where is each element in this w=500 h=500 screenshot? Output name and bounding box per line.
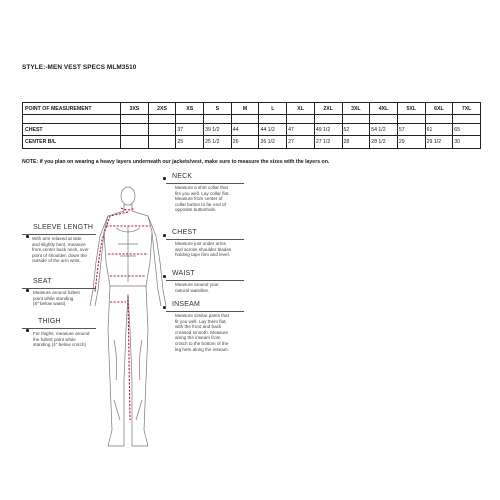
column-header-size: XS bbox=[176, 103, 204, 115]
table-cell: 29 1/2 bbox=[425, 136, 453, 148]
page-title: STYLE:-MEN VEST SPECS MLM3510 bbox=[22, 64, 137, 71]
column-header-point: POINT OF MEASUREMENT bbox=[23, 103, 121, 115]
seat-description: Measure around fullest point while standing. (8" below waist). bbox=[33, 290, 80, 307]
seat-marker bbox=[26, 289, 29, 292]
chest-marker bbox=[163, 234, 166, 237]
table-cell: 52 bbox=[342, 124, 370, 136]
column-header-size: S bbox=[204, 103, 232, 115]
chest-heading: CHEST bbox=[172, 229, 197, 236]
thigh-rule bbox=[22, 328, 96, 329]
column-header-size: 2XS bbox=[148, 103, 176, 115]
column-header-size: 6XL bbox=[425, 103, 453, 115]
table-cell: 54 1/2 bbox=[370, 124, 398, 136]
waist-description: Measure around your natural waistline. bbox=[175, 282, 219, 293]
neck-measure-line bbox=[121, 208, 135, 210]
column-header-size: 3XL bbox=[342, 103, 370, 115]
row-label: CENTER B/L bbox=[23, 136, 121, 148]
column-header-size: 5XL bbox=[397, 103, 425, 115]
table-cell: 28 1/2 bbox=[370, 136, 398, 148]
thigh-marker bbox=[26, 329, 29, 332]
table-cell: 30 bbox=[453, 136, 481, 148]
thigh-heading: THIGH bbox=[38, 318, 61, 325]
neck-description: Measure a shirt collar that fits you well. Lay collar flat. Measure from center of collar button to far end of opposite buttonhole. bbox=[175, 185, 230, 213]
column-header-size: 2XL bbox=[314, 103, 342, 115]
waist-heading: WAIST bbox=[172, 270, 195, 277]
chest-description: Measure just under arms and across shoulder blades holding tape firm and level. bbox=[175, 241, 232, 258]
column-header-size: 4XL bbox=[370, 103, 398, 115]
table-cell: 37 bbox=[176, 124, 204, 136]
waist-rule bbox=[166, 280, 244, 281]
table-cell: 25 1/2 bbox=[204, 136, 232, 148]
neck-marker bbox=[163, 177, 166, 180]
inseam-heading: INSEAM bbox=[172, 301, 201, 308]
table-cell: 44 bbox=[231, 124, 259, 136]
waist-marker bbox=[163, 275, 166, 278]
seat-heading: SEAT bbox=[33, 278, 52, 285]
sleeve-rule bbox=[22, 234, 96, 235]
table-cell: 29 bbox=[397, 136, 425, 148]
row-label: CHEST bbox=[23, 124, 121, 136]
layering-note: NOTE: if you plan on wearing a heavy layers underneath our jackets/vest, make sure to measure the sizes with the layers on. bbox=[22, 159, 330, 165]
sleeve-length-heading: SLEEVE LENGTH bbox=[33, 224, 94, 231]
table-cell: 57 bbox=[397, 124, 425, 136]
table-cell: 26 1/2 bbox=[259, 136, 287, 148]
column-header-size: L bbox=[259, 103, 287, 115]
inseam-description: Measure similar pants that fit you well. Lay them flat, with the front and back creased smooth. Measure along the inseam from crotch to the bottom of the leg hem along the inseam. bbox=[175, 313, 229, 352]
seat-rule bbox=[22, 288, 96, 289]
column-header-size: M bbox=[231, 103, 259, 115]
inseam-marker bbox=[163, 306, 166, 309]
table-cell: 49 1/2 bbox=[314, 124, 342, 136]
thigh-description: For thighs, measure around the fullest point while standing (4" below crotch) bbox=[33, 331, 90, 348]
table-cell: 26 bbox=[231, 136, 259, 148]
table-cell: 44 1/2 bbox=[259, 124, 287, 136]
table-cell: 61 bbox=[425, 124, 453, 136]
table-cell: 39 1/2 bbox=[204, 124, 232, 136]
table-cell: 28 bbox=[342, 136, 370, 148]
column-header-size: 7XL bbox=[453, 103, 481, 115]
chest-rule bbox=[166, 239, 244, 240]
table-cell: 47 bbox=[287, 124, 315, 136]
table-cell: 27 1/2 bbox=[314, 136, 342, 148]
column-header-size: XL bbox=[287, 103, 315, 115]
table-cell: 27 bbox=[287, 136, 315, 148]
table-cell: 25 bbox=[176, 136, 204, 148]
inseam-rule bbox=[166, 311, 244, 312]
sleeve-marker bbox=[26, 235, 29, 238]
sleeve-length-description: With arm relaxed at side and slightly bent, measure from center back neck, over point of shoulder, down the outside of the arm wrist. bbox=[32, 236, 89, 264]
table-cell: 65 bbox=[453, 124, 481, 136]
neck-rule bbox=[166, 183, 244, 184]
column-header-size: 3XS bbox=[121, 103, 149, 115]
neck-heading: NECK bbox=[172, 173, 193, 180]
